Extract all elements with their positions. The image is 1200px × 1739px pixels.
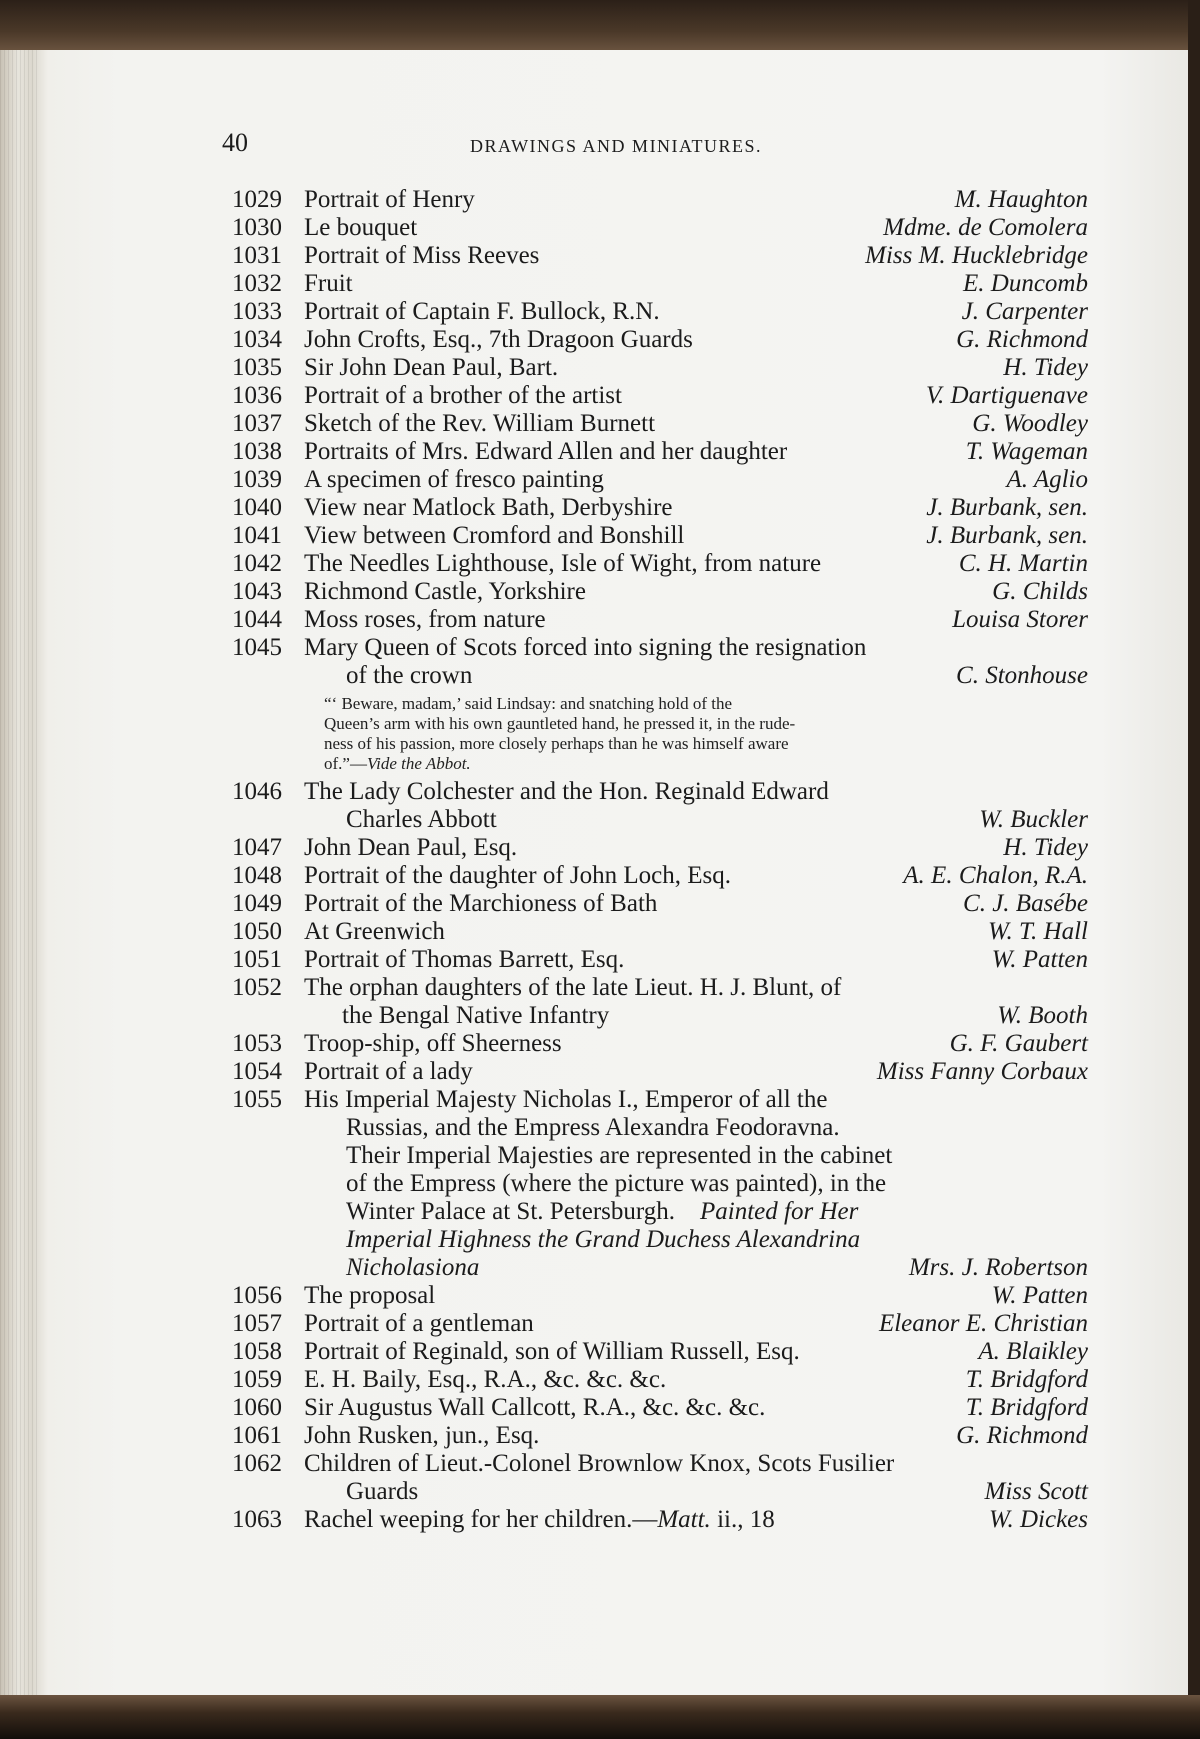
- entry-1041: [232, 522, 1088, 552]
- entry-artist: Louisa Storer: [952, 606, 1088, 633]
- entry-1033: [232, 298, 1088, 328]
- entry-1052-continuation: [232, 1002, 1088, 1032]
- entry-title: The Lady Colchester and the Hon. Reginald Edward: [304, 778, 829, 805]
- entry-artist: A. E. Chalon, R.A.: [903, 862, 1088, 889]
- entry-artist: T. Wageman: [965, 438, 1088, 465]
- entry-artist: W. Patten: [991, 946, 1088, 973]
- entry-title-continuation: of the crown: [346, 662, 473, 689]
- entry-1055-continuation: [232, 1254, 1088, 1284]
- entry-title: Fruit: [304, 270, 353, 297]
- quote-line: [324, 754, 1024, 774]
- entry-title: John Rusken, jun., Esq.: [304, 1422, 540, 1449]
- entry-artist: W. Buckler: [979, 806, 1088, 833]
- entry-title: Sketch of the Rev. William Burnett: [304, 410, 656, 437]
- entry-1049: [232, 890, 1088, 920]
- entry-artist: Mdme. de Comolera: [883, 214, 1088, 241]
- running-head: DRAWINGS AND MINIATURES.: [470, 136, 763, 156]
- entry-number: 1032: [232, 270, 282, 297]
- entry-title: The orphan daughters of the late Lieut. H. J. Blunt, of: [304, 974, 842, 1001]
- entry-number: 1055: [232, 1086, 282, 1113]
- entry-number: 1040: [232, 494, 282, 521]
- entry-number: 1043: [232, 578, 282, 605]
- entry-1062: [232, 1450, 1088, 1480]
- quote-source: Vide the Abbot.: [366, 754, 471, 773]
- entry-artist: E. Duncomb: [963, 270, 1088, 297]
- entry-title: Portrait of a lady: [304, 1058, 473, 1085]
- entry-title: John Dean Paul, Esq.: [304, 834, 518, 861]
- entry-1063: [232, 1506, 1088, 1536]
- entry-text-italic: Painted for Her: [700, 1198, 859, 1225]
- entry-artist: C. H. Martin: [958, 550, 1088, 577]
- entry-title: E. H. Baily, Esq., R.A., &c. &c. &c.: [304, 1366, 667, 1393]
- entry-1034: [232, 326, 1088, 356]
- entry-text-segment: Winter Palace at St. Petersburgh.: [346, 1198, 676, 1225]
- entry-title: Sir Augustus Wall Callcott, R.A., &c. &c. &c.: [304, 1394, 766, 1421]
- entry-artist: G. Richmond: [956, 1422, 1088, 1449]
- entry-artist: W. Patten: [991, 1282, 1088, 1309]
- entry-title: The proposal: [304, 1282, 436, 1309]
- entry-artist: G. F. Gaubert: [949, 1030, 1088, 1057]
- entry-number: 1033: [232, 298, 282, 325]
- entry-1055-line: [232, 1226, 1088, 1256]
- entry-title: Portrait of Henry: [304, 186, 475, 213]
- entry-number: 1058: [232, 1338, 282, 1365]
- entry-1057: [232, 1310, 1088, 1340]
- entry-artist: C. J. Basébe: [963, 890, 1088, 917]
- entry-title: Portraits of Mrs. Edward Allen and her daughter: [304, 438, 788, 465]
- entry-1044: [232, 606, 1088, 636]
- entry-1054: [232, 1058, 1088, 1088]
- entry-number: 1063: [232, 1506, 282, 1533]
- entry-1039: [232, 466, 1088, 496]
- entry-1056: [232, 1282, 1088, 1312]
- entry-number: 1052: [232, 974, 282, 1001]
- entry-number: 1035: [232, 354, 282, 381]
- entry-1035: [232, 354, 1088, 384]
- entry-artist: C. Stonhouse: [956, 662, 1088, 689]
- entry-artist: Miss Scott: [984, 1478, 1088, 1505]
- entry-title: Le bouquet: [304, 214, 418, 241]
- entry-number: 1049: [232, 890, 282, 917]
- entry-number: 1057: [232, 1310, 282, 1337]
- entry-title: View between Cromford and Bonshill: [304, 522, 685, 549]
- entry-number: 1054: [232, 1058, 282, 1085]
- entry-1062-continuation: [232, 1478, 1088, 1508]
- entry-number: 1048: [232, 862, 282, 889]
- entry-title: Portrait of Reginald, son of William Russell, Esq.: [304, 1338, 800, 1365]
- entry-1030: [232, 214, 1088, 244]
- entry-title-continuation: the Bengal Native Infantry: [342, 1002, 610, 1029]
- entry-1048: [232, 862, 1088, 892]
- entry-artist: A. Blaikley: [978, 1338, 1088, 1365]
- entry-artist: Miss M. Hucklebridge: [865, 242, 1088, 269]
- entry-1061: [232, 1422, 1088, 1452]
- entry-artist: W. T. Hall: [987, 918, 1088, 945]
- quote-line: Queen’s arm with his own gauntleted hand, he pressed it, in the rude-: [324, 714, 796, 733]
- entry-number: 1050: [232, 918, 282, 945]
- entry-artist: V. Dartiguenave: [925, 382, 1088, 409]
- book-cover-bottom: [0, 1695, 1200, 1739]
- entry-title: At Greenwich: [304, 918, 445, 945]
- entry-number: 1051: [232, 946, 282, 973]
- entry-title: Portrait of the Marchioness of Bath: [304, 890, 658, 917]
- book-cover-right: [1188, 0, 1200, 1739]
- entry-1059: [232, 1366, 1088, 1396]
- entry-text-line: [346, 1198, 858, 1226]
- entry-title: John Crofts, Esq., 7th Dragoon Guards: [304, 326, 693, 353]
- entry-number: 1034: [232, 326, 282, 353]
- quote-end: of.”—: [324, 754, 367, 773]
- page-number: 40: [222, 128, 248, 157]
- entry-1055-line: [232, 1142, 1088, 1172]
- entry-title-continuation: Charles Abbott: [346, 806, 497, 833]
- entry-title: Mary Queen of Scots forced into signing the resignation: [304, 634, 867, 661]
- entry-text-line: Imperial Highness the Grand Duchess Alexandrina: [346, 1226, 861, 1253]
- entry-1046-continuation: [232, 806, 1088, 836]
- entry-1045-quote: [324, 694, 1024, 774]
- entry-1055-line: [232, 1198, 1088, 1228]
- entry-1053: [232, 1030, 1088, 1060]
- entry-artist: H. Tidey: [1003, 354, 1088, 381]
- entry-artist: G. Woodley: [972, 410, 1088, 437]
- entry-artist: Miss Fanny Corbaux: [876, 1058, 1088, 1085]
- entry-title: Portrait of a brother of the artist: [304, 382, 622, 409]
- entry-number: 1031: [232, 242, 282, 269]
- entry-artist: Eleanor E. Christian: [878, 1310, 1088, 1337]
- entry-title: View near Matlock Bath, Derbyshire: [304, 494, 673, 521]
- entry-1038: [232, 438, 1088, 468]
- entry-1055-line: [232, 1170, 1088, 1200]
- entry-title: Portrait of a gentleman: [304, 1310, 534, 1337]
- entry-number: 1042: [232, 550, 282, 577]
- entry-title-continuation: Guards: [346, 1478, 419, 1505]
- entry-number: 1041: [232, 522, 282, 549]
- entry-artist: A. Aglio: [1006, 466, 1088, 493]
- entry-1040: [232, 494, 1088, 524]
- entry-number: 1029: [232, 186, 282, 213]
- entry-title: Portrait of Captain F. Bullock, R.N.: [304, 298, 660, 325]
- entry-number: 1059: [232, 1366, 282, 1393]
- entry-1045: [232, 634, 1088, 664]
- entry-number: 1030: [232, 214, 282, 241]
- entry-1047: [232, 834, 1088, 864]
- entry-text-line: Russias, and the Empress Alexandra Feodoravna.: [346, 1114, 840, 1141]
- page-stack-edge: [0, 50, 40, 1700]
- entry-number: 1047: [232, 834, 282, 861]
- entry-artist: W. Booth: [997, 1002, 1088, 1029]
- entry-title-italic: Matt.: [657, 1506, 711, 1533]
- entry-number: 1056: [232, 1282, 282, 1309]
- entry-number: 1060: [232, 1394, 282, 1421]
- entry-1055: [232, 1086, 1088, 1116]
- entry-artist: J. Burbank, sen.: [926, 494, 1088, 521]
- entry-artist: M. Haughton: [954, 186, 1088, 213]
- entry-title-segment: ii., 18: [717, 1506, 775, 1533]
- entry-title: Portrait of the daughter of John Loch, Esq.: [304, 862, 731, 889]
- entry-1032: [232, 270, 1088, 300]
- entry-1046: [232, 778, 1088, 808]
- entry-title: Troop-ship, off Sheerness: [304, 1030, 562, 1057]
- entry-artist: T. Bridgford: [965, 1366, 1088, 1393]
- entry-title-continuation: Nicholasiona: [346, 1254, 480, 1281]
- entry-1060: [232, 1394, 1088, 1424]
- entry-artist: H. Tidey: [1003, 834, 1088, 861]
- entry-number: 1039: [232, 466, 282, 493]
- entry-1055-line: [232, 1114, 1088, 1144]
- entry-title: Children of Lieut.-Colonel Brownlow Knox, Scots Fusilier: [304, 1450, 895, 1477]
- entry-title: Richmond Castle, Yorkshire: [304, 578, 586, 605]
- entry-1050: [232, 918, 1088, 948]
- entry-artist: G. Richmond: [956, 326, 1088, 353]
- entry-number: 1053: [232, 1030, 282, 1057]
- entry-number: 1045: [232, 634, 282, 661]
- entry-1045-continuation: [232, 662, 1088, 692]
- entry-number: 1038: [232, 438, 282, 465]
- entry-1036: [232, 382, 1088, 412]
- entry-1031: [232, 242, 1088, 272]
- entry-text-line: Their Imperial Majesties are represented in the cabinet: [346, 1142, 893, 1169]
- entry-title: The Needles Lighthouse, Isle of Wight, from nature: [304, 550, 822, 577]
- quote-line: “‘ Beware, madam,’ said Lindsay: and snatching hold of the: [324, 694, 733, 713]
- entry-1037: [232, 410, 1088, 440]
- entry-title: A specimen of fresco painting: [304, 466, 604, 493]
- entry-title-segment: Rachel weeping for her children.—: [304, 1506, 658, 1533]
- entry-artist: J. Burbank, sen.: [926, 522, 1088, 549]
- quote-line: ness of his passion, more closely perhaps than he was himself aware: [324, 734, 789, 753]
- entry-1051: [232, 946, 1088, 976]
- entry-1042: [232, 550, 1088, 580]
- entry-artist: Mrs. J. Robertson: [908, 1254, 1088, 1281]
- entry-artist: G. Childs: [992, 578, 1088, 605]
- entry-number: 1036: [232, 382, 282, 409]
- entry-1058: [232, 1338, 1088, 1368]
- entry-number: 1062: [232, 1450, 282, 1477]
- entry-artist: T. Bridgford: [965, 1394, 1088, 1421]
- entry-title: [304, 1506, 775, 1534]
- entry-number: 1044: [232, 606, 282, 633]
- entry-title: Moss roses, from nature: [304, 606, 546, 633]
- entry-title: Portrait of Miss Reeves: [304, 242, 540, 269]
- entry-1043: [232, 578, 1088, 608]
- entry-1029: [232, 186, 1088, 216]
- entry-artist: J. Carpenter: [961, 298, 1088, 325]
- entry-title: Sir John Dean Paul, Bart.: [304, 354, 559, 381]
- entry-number: 1037: [232, 410, 282, 437]
- entry-title: Portrait of Thomas Barrett, Esq.: [304, 946, 625, 973]
- entry-title: His Imperial Majesty Nicholas I., Emperor of all the: [304, 1086, 828, 1113]
- entry-number: 1061: [232, 1422, 282, 1449]
- entry-artist: W. Dickes: [988, 1506, 1088, 1533]
- entry-number: 1046: [232, 778, 282, 805]
- entry-text-line: of the Empress (where the picture was painted), in the: [346, 1170, 887, 1197]
- entry-1052: [232, 974, 1088, 1004]
- book-cover-top: [0, 0, 1200, 52]
